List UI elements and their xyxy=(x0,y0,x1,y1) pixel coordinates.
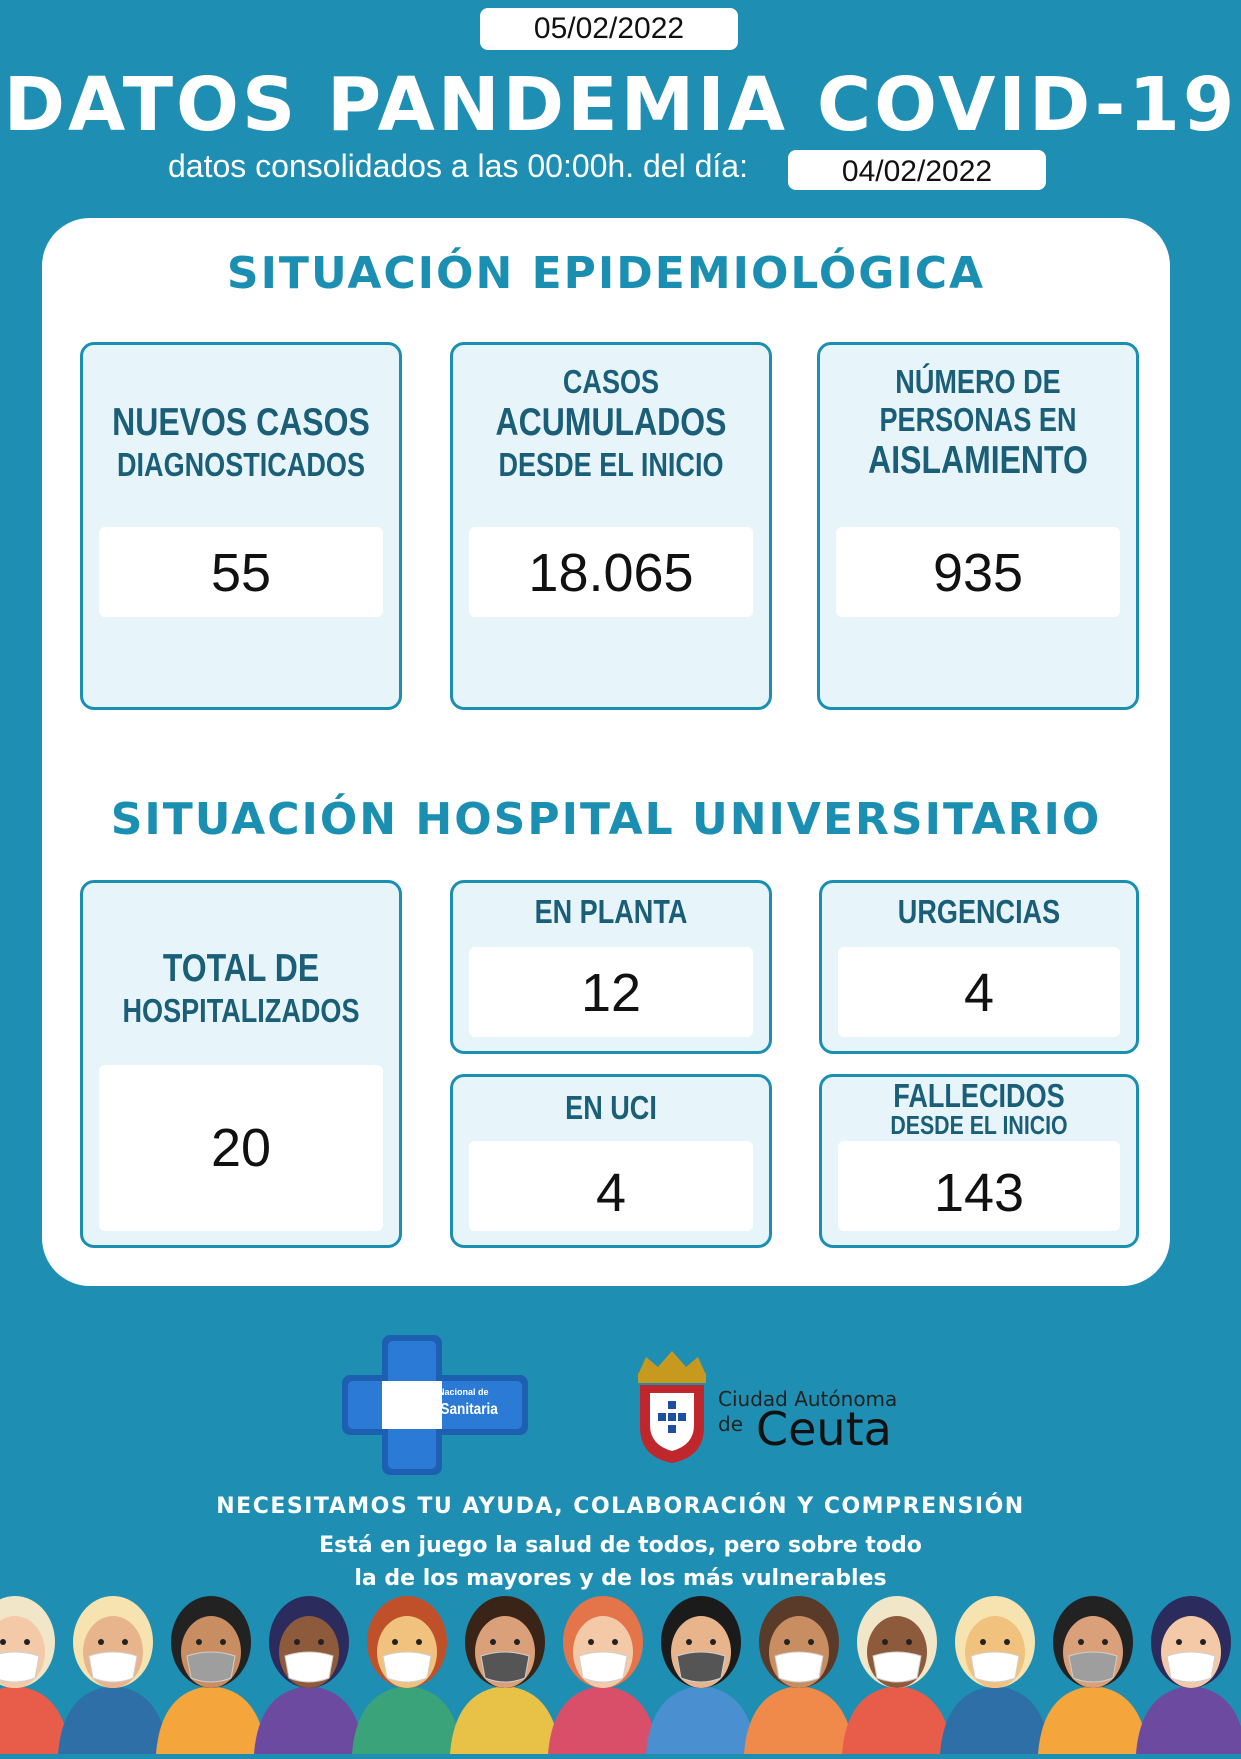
person-figure xyxy=(842,1596,952,1754)
cumulative-cases-value: 18.065 xyxy=(469,527,753,617)
ingesa-line1: Instituto Nacional de xyxy=(400,1387,489,1397)
person-figure xyxy=(1136,1596,1241,1754)
icu-label xyxy=(481,1089,740,1127)
emergency-value: 4 xyxy=(838,947,1120,1037)
isolation-label xyxy=(848,363,1107,484)
person-figure xyxy=(156,1596,266,1754)
isolation-label-line2: PERSONAS EN xyxy=(879,400,1077,438)
person-figure xyxy=(352,1596,462,1754)
person-figure xyxy=(0,1596,70,1754)
total-hospitalized-label-line2: HOSPITALIZADOS xyxy=(122,991,360,1029)
new-cases-label-line1: NUEVOS CASOS xyxy=(112,401,370,444)
emergency-card xyxy=(819,880,1139,1054)
person-figure xyxy=(450,1596,560,1754)
total-hospitalized-label-line1: TOTAL DE xyxy=(162,947,320,990)
stats-panel xyxy=(42,218,1170,1286)
total-hospitalized-value: 20 xyxy=(99,1065,383,1231)
person-figure xyxy=(646,1596,756,1754)
footer-line2: Está en juego la salud de todos, pero sobre todo xyxy=(319,1533,922,1558)
isolation-value: 935 xyxy=(836,527,1120,617)
total-hospitalized-label xyxy=(111,947,370,1030)
new-cases-label xyxy=(111,401,370,484)
section-title-hospital: SITUACIÓN HOSPITAL UNIVERSITARIO xyxy=(110,794,1102,845)
subtitle: datos consolidados a las 00:00h. del día: xyxy=(168,148,748,184)
new-cases-value: 55 xyxy=(99,527,383,617)
emergency-label xyxy=(850,893,1107,931)
ingesa-line2: Gestión Sanitaria xyxy=(386,1401,498,1418)
cumulative-cases-label-line1: CASOS xyxy=(562,363,660,400)
deceased-label-line2: DESDE EL INICIO xyxy=(890,1110,1068,1140)
deceased-value: 143 xyxy=(838,1141,1120,1231)
isolation-card xyxy=(817,342,1139,710)
person-figure xyxy=(1038,1596,1148,1754)
emergency-label-text: URGENCIAS xyxy=(897,893,1061,930)
cumulative-cases-label xyxy=(481,363,740,484)
person-figure xyxy=(940,1596,1050,1754)
ceuta-line1: Ciudad Autónoma xyxy=(718,1387,898,1411)
icu-value: 4 xyxy=(469,1141,753,1231)
page-title: DATOS PANDEMIA COVID-19 xyxy=(3,62,1238,148)
person-figure xyxy=(548,1596,658,1754)
icu-card xyxy=(450,1074,772,1248)
consolidated-date: 04/02/2022 xyxy=(788,150,1046,190)
cumulative-cases-card xyxy=(450,342,772,710)
deceased-label-line1: FALLECIDOS xyxy=(893,1077,1065,1114)
ingesa-logo xyxy=(342,1335,528,1475)
deceased-label xyxy=(850,1077,1107,1140)
ward-label-text: EN PLANTA xyxy=(534,893,688,930)
footer-appeal: NECESITAMOS TU AYUDA, COLABORACIÓN Y COMPRENSIÓN xyxy=(216,1494,1025,1519)
icu-label-text: EN UCI xyxy=(565,1089,657,1126)
ward-value: 12 xyxy=(469,947,753,1037)
cumulative-cases-label-line2: ACUMULADOS xyxy=(495,400,727,444)
person-figure xyxy=(744,1596,854,1754)
section-title-epidemiological: SITUACIÓN EPIDEMIOLÓGICA xyxy=(226,248,986,299)
person-figure xyxy=(254,1596,364,1754)
total-hospitalized-card xyxy=(80,880,402,1248)
ward-card xyxy=(450,880,772,1054)
person-figure xyxy=(58,1596,168,1754)
ceuta-line2: Ceuta xyxy=(756,1402,892,1456)
ward-label xyxy=(481,893,740,931)
ceuta-de: de xyxy=(718,1412,743,1436)
isolation-label-line1: NÚMERO DE xyxy=(895,363,1061,400)
people-illustration xyxy=(0,1590,1241,1754)
deceased-card xyxy=(819,1074,1139,1248)
isolation-label-line3: AISLAMIENTO xyxy=(868,438,1088,482)
new-cases-card xyxy=(80,342,402,710)
cumulative-cases-label-line3: DESDE EL INICIO xyxy=(498,445,724,483)
footer-line3: la de los mayores y de los más vulnerables xyxy=(354,1566,887,1591)
report-date: 05/02/2022 xyxy=(480,8,738,50)
new-cases-label-line2: DIAGNOSTICADOS xyxy=(116,445,366,483)
